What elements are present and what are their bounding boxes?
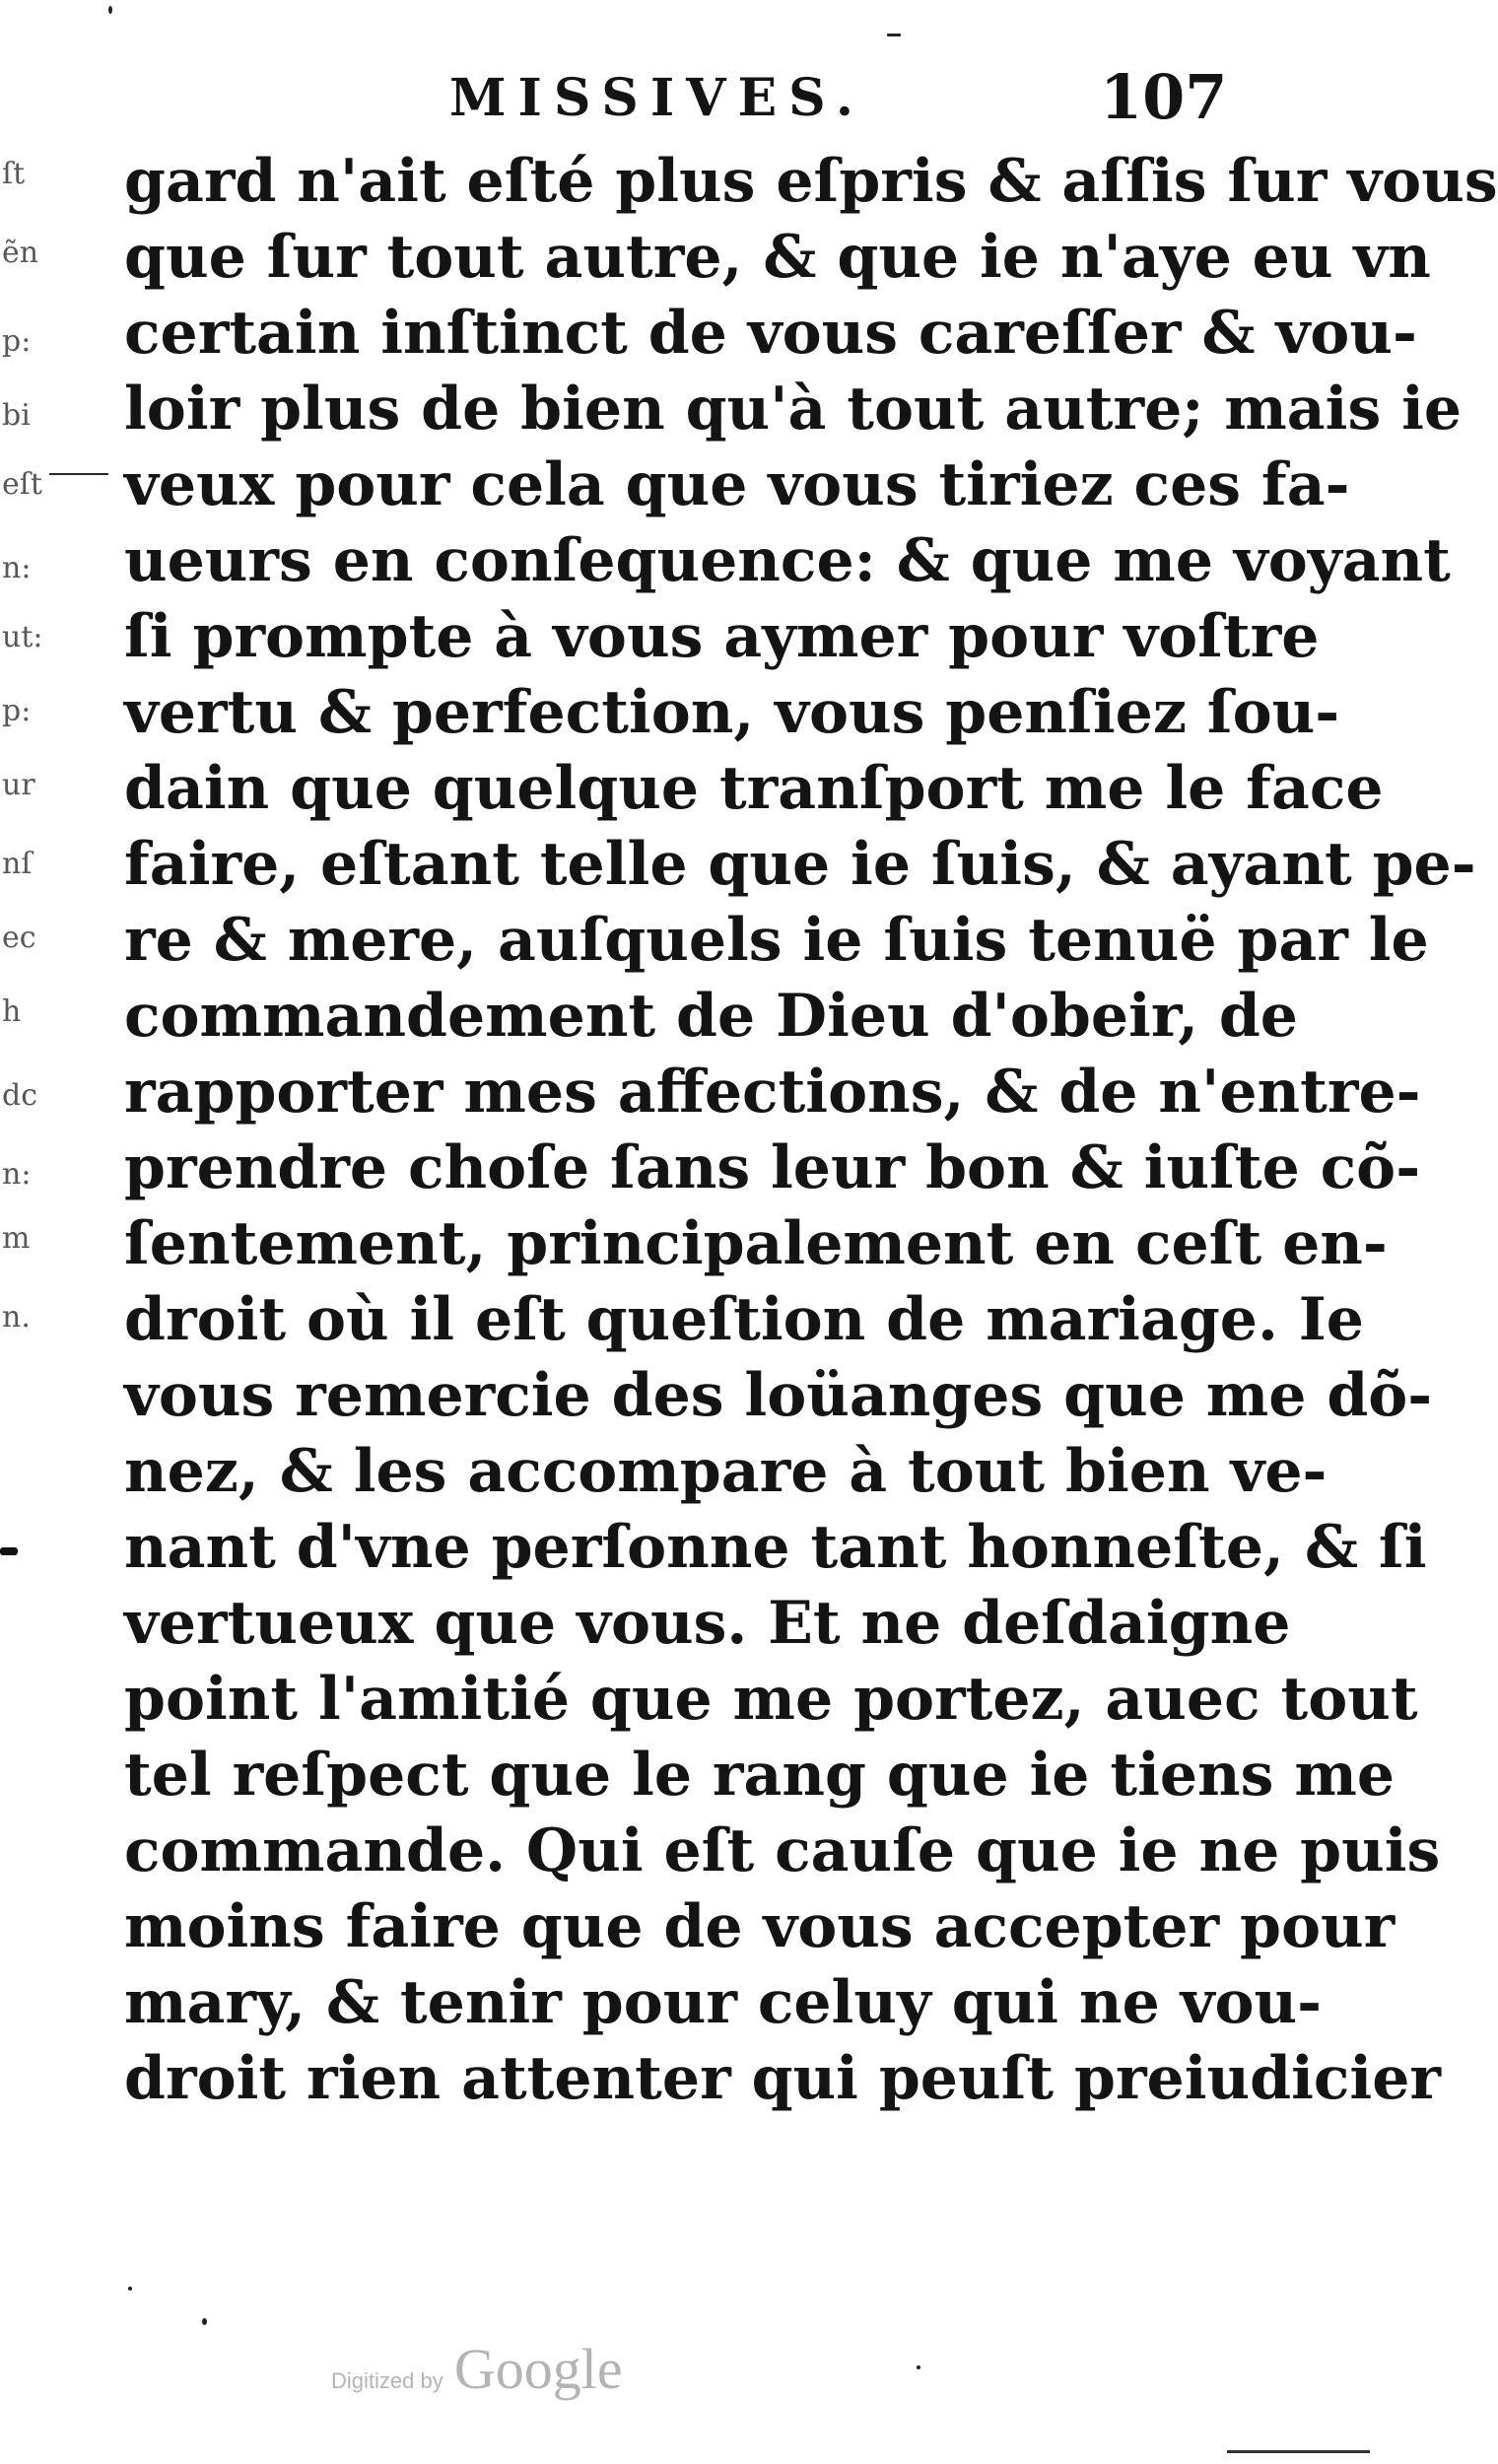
margin-fragment: ſt — [2, 157, 26, 191]
page-number: 107 — [1100, 61, 1228, 133]
running-head — [124, 61, 1228, 134]
text-line: ſentement, principalement en ceſt en- — [124, 1209, 1388, 1278]
text-line: commandement de Dieu d'obeir, de — [124, 982, 1298, 1051]
text-line: droit où il eſt queſtion de mariage. Ie — [124, 1285, 1364, 1354]
ink-speck — [917, 2365, 920, 2369]
margin-fragment: ut: — [2, 620, 43, 654]
watermark-prefix: Digitized by — [331, 2368, 443, 2393]
margin-fragment: ẽn — [2, 236, 39, 270]
ink-speck — [128, 2287, 132, 2291]
text-line: commande. Qui eſt cauſe que ie ne puis — [124, 1816, 1441, 1885]
text-line: mary, & tenir pour celuy qui ne vou- — [124, 1968, 1323, 2037]
ink-speck — [202, 2318, 207, 2325]
text-line: loir plus de bien qu'à tout autre; mais ie — [124, 375, 1463, 444]
text-line: veux pour cela que vous tiriez ces fa- — [124, 450, 1350, 519]
text-line: nant d'vne perſonne tant honneſte, & ſi — [124, 1513, 1427, 1582]
watermark-brand: Google — [453, 2337, 623, 2401]
bottom-edge-rule — [1227, 2450, 1370, 2453]
text-line: gard n'ait eſté plus eſpris & aſſis ſur vous — [124, 147, 1498, 216]
margin-fragment: h — [2, 994, 22, 1029]
ink-speck — [108, 6, 112, 14]
running-title: MISSIVES. — [449, 68, 865, 128]
margin-fragment: dc — [2, 1078, 38, 1113]
margin-fragment: ec — [2, 921, 36, 955]
digitized-by-watermark — [331, 2336, 623, 2405]
ink-speck — [887, 34, 901, 36]
text-line: re & mere, auſquels ie ſuis tenuë par le — [124, 906, 1429, 975]
text-line: droit rien attenter qui peuſt preiudicier — [124, 2044, 1441, 2113]
margin-fragment: n: — [2, 1157, 32, 1192]
margin-fragment: eſt — [2, 467, 42, 502]
margin-fragment: bi — [2, 398, 31, 433]
margin-fragment: n. — [2, 1300, 31, 1335]
margin-ink-mark — [0, 1547, 18, 1555]
text-line: vertu & perfection, vous penſiez ſou- — [124, 678, 1340, 747]
margin-fragment: nſ — [2, 847, 33, 881]
text-line: faire, eſtant telle que ie ſuis, & ayant pe- — [124, 830, 1476, 899]
text-line: point l'amitié que me portez, auec tout — [124, 1665, 1418, 1734]
text-line: prendre choſe ſans leur bon & iuſte cõ- — [124, 1133, 1421, 1202]
margin-fragment: p: — [2, 324, 32, 359]
margin-fragment: m — [2, 1221, 31, 1256]
text-line: tel reſpect que le rang que ie tiens me — [124, 1741, 1396, 1810]
facing-page-bleed — [0, 158, 69, 2277]
body-text — [124, 144, 1498, 2117]
margin-fragment: n: — [2, 551, 32, 585]
text-line: vertueux que vous. Et ne deſdaigne — [124, 1589, 1291, 1658]
text-line: nez, & les accompare à tout bien ve- — [124, 1437, 1328, 1506]
text-line: rapporter mes affections, & de n'entre- — [124, 1058, 1421, 1127]
text-line: dain que quelque tranſport me le face — [124, 754, 1384, 823]
margin-fragment: ur — [2, 768, 35, 802]
text-line: ſi prompte à vous aymer pour voſtre — [124, 602, 1320, 671]
text-line: moins faire que de vous accepter pour — [124, 1892, 1396, 1961]
text-line: vous remercie des loüanges que me dõ- — [124, 1361, 1433, 1430]
text-line: certain inſtinct de vous careſſer & vou- — [124, 299, 1417, 368]
margin-dash — [49, 473, 108, 475]
text-line: ueurs en conſequence: & que me voyant — [124, 526, 1451, 595]
text-line: que ſur tout autre, & que ie n'aye eu vn — [124, 223, 1431, 292]
margin-fragment: p: — [2, 694, 32, 728]
